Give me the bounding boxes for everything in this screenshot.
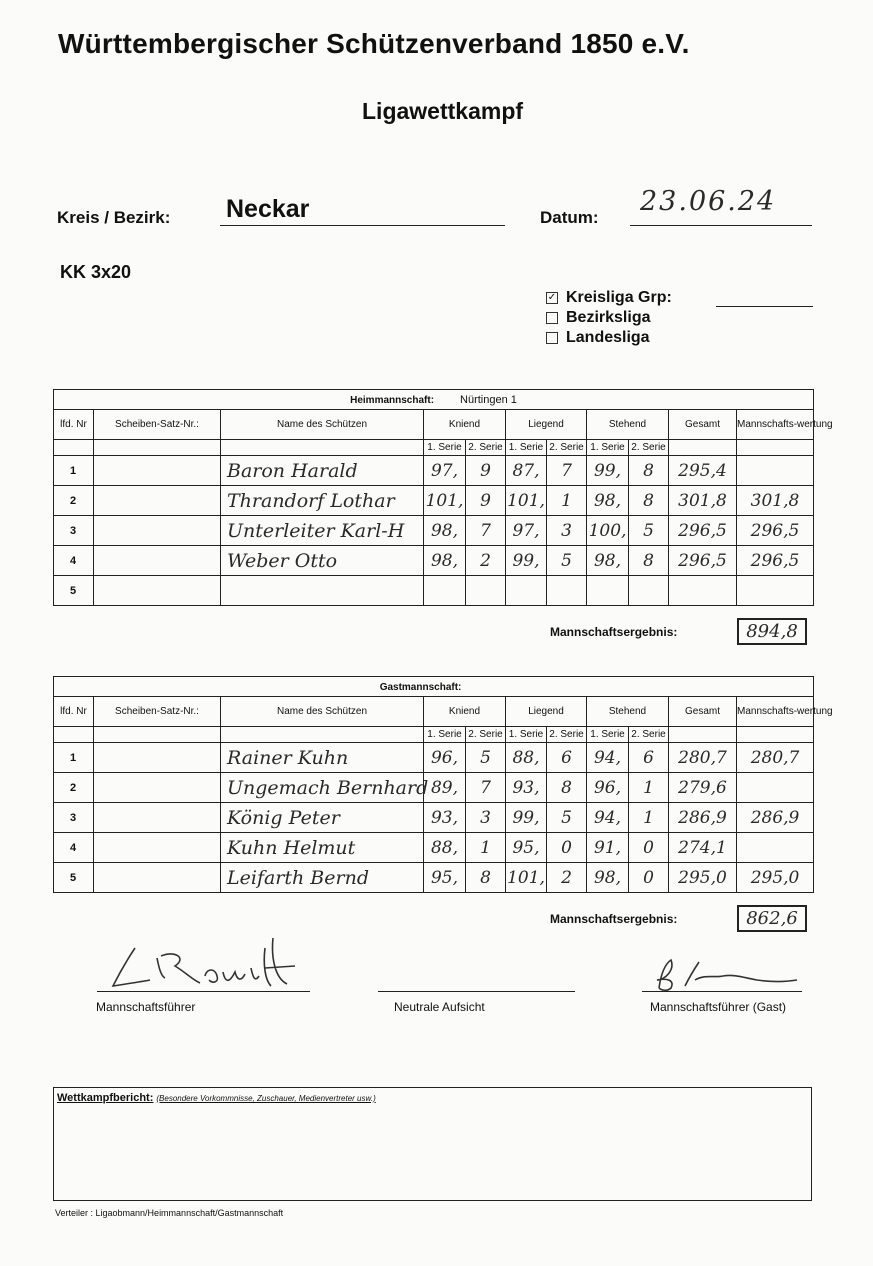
col-nr: lfd. Nr [54,410,94,440]
wertung-cell[interactable]: 301,8 [737,486,814,516]
liegend-serie2[interactable]: 7 [547,456,587,486]
wertung-cell[interactable]: 280,7 [737,743,814,773]
home-captain-line [97,990,310,992]
kniend-serie2[interactable]: 3 [466,803,506,833]
checkbox-checked-icon[interactable]: ✓ [547,292,557,303]
kreisliga-group-line [716,305,813,307]
col-scheiben: Scheiben-Satz-Nr.: [94,410,221,440]
col-gesamt: Gesamt [669,410,737,440]
kniend-serie2[interactable]: 7 [466,516,506,546]
guest-result-label: Mannschaftsergebnis: [550,912,678,926]
guest-table: Gastmannschaft: lfd. Nr Scheiben-Satz-Nr.: Name des Schützen Kniend Liegend Stehend Gesamt Mannschafts-wertung 1. Serie 2. Serie 1. Serie 2. Serie 1. Serie 2. Serie 1 Rainer Kuhn 96, 5 88, 6 94, 6 280,7 280,7 2 Ungemach Bernhard 89, 7 93, 8 96, 1 279,6 3 König Peter 93, 3 99, 5 94, 1 286,9 286,9 4 Kuhn Helmut 88, 1 95, 0 91, 0 274,1 5 Leifarth Bernd 95, 8 101, 2 98, 0 295,0 295,0 [53,676,814,893]
wertung-cell[interactable]: 295,0 [737,863,814,893]
row-number: 1 [54,456,94,486]
gesamt-cell[interactable] [669,576,737,606]
col-kniend: Kniend [424,410,506,440]
row-number: 5 [54,863,94,893]
kniend-serie1[interactable]: 101, [424,486,466,516]
stehend-serie1[interactable]: 98, [587,863,629,893]
stehend-serie1[interactable]: 100, [587,516,629,546]
liegend-serie1[interactable]: 101, [506,863,547,893]
wertung-cell[interactable] [737,773,814,803]
form-subtitle: Ligawettkampf [362,98,524,124]
kniend-serie1[interactable]: 98, [424,516,466,546]
guest-captain-signature [645,950,805,995]
liegend-serie2[interactable]: 1 [547,486,587,516]
datum-underline [630,224,812,226]
gesamt-cell[interactable]: 295,0 [669,863,737,893]
guest-result[interactable]: 862,6 [737,905,807,932]
neutral-line [378,990,575,992]
col-wertung: Mannschafts-wertung [737,410,814,440]
row-number: 4 [54,833,94,863]
stehend-serie2[interactable]: 0 [629,863,669,893]
table-row [54,576,814,606]
row-number: 2 [54,486,94,516]
table-row [54,456,814,486]
kreis-value[interactable]: Neckar [226,195,310,223]
home-team-header: Heimmannschaft: Nürtingen 1 [54,390,814,410]
guest-team-header: Gastmannschaft: [54,677,814,697]
wertung-cell[interactable] [737,456,814,486]
row-number: 2 [54,773,94,803]
liegend-serie1[interactable]: 93, [506,773,547,803]
league-bezirksliga[interactable]: Bezirksliga [546,308,672,328]
stehend-serie2[interactable]: 8 [629,486,669,516]
stehend-serie1[interactable]: 94, [587,803,629,833]
kniend-serie2[interactable]: 9 [466,486,506,516]
shooter-name[interactable] [221,576,424,606]
shooter-name[interactable]: Unterleiter Karl-H [221,516,424,546]
kniend-serie1[interactable]: 97, [424,456,466,486]
kniend-serie1[interactable]: 89, [424,773,466,803]
gesamt-cell[interactable]: 279,6 [669,773,737,803]
liegend-serie2[interactable]: 5 [547,803,587,833]
kniend-serie1[interactable]: 93, [424,803,466,833]
gesamt-cell[interactable]: 286,9 [669,803,737,833]
gesamt-cell[interactable]: 296,5 [669,516,737,546]
liegend-serie2[interactable]: 6 [547,743,587,773]
datum-label: Datum: [540,208,599,227]
kniend-serie2[interactable]: 1 [466,833,506,863]
table-row [54,486,814,516]
form-title: Württembergischer Schützenverband 1850 e.V. [58,28,690,59]
scheiben-cell[interactable] [94,456,221,486]
table-row [54,743,814,773]
col-stehend: Stehend [587,410,669,440]
wertung-cell[interactable]: 286,9 [737,803,814,833]
liegend-serie2[interactable]: 2 [547,863,587,893]
stehend-serie1[interactable]: 99, [587,456,629,486]
row-number: 3 [54,803,94,833]
report-hint: (Besondere Vorkommnisse, Zuschauer, Medienvertreter usw.) [156,1094,376,1103]
scheiben-cell[interactable] [94,833,221,863]
col-liegend: Liegend [506,410,587,440]
stehend-serie1[interactable] [587,576,629,606]
stehend-serie2[interactable]: 0 [629,833,669,863]
neutral-label: Neutrale Aufsicht [394,1000,485,1014]
datum-value[interactable]: 23.06.24 [640,186,777,217]
scheiben-cell[interactable] [94,743,221,773]
league-options [546,288,672,348]
home-table: Heimmannschaft: Nürtingen 1 lfd. Nr Scheiben-Satz-Nr.: Name des Schützen Kniend Liegend Stehend Gesamt Mannschafts-wertung 1. Serie 2. Serie 1. Serie 2. Serie 1. Serie 2. Serie 1 Baron Harald 97, 9 87, 7 99, 8 295,4 2 Thrandorf Lothar 101, 9 101, 1 98, 8 301,8 301,8 3 Unterleiter Karl-H 98, 7 97, 3 100, 5 296,5 296,5 4 Weber Otto 98, 2 99, 5 98, 8 296,5 296,5 5 [53,389,814,606]
gesamt-cell[interactable]: 295,4 [669,456,737,486]
row-number: 5 [54,576,94,606]
wertung-cell[interactable] [737,833,814,863]
shooter-name[interactable]: König Peter [221,803,424,833]
shooter-name[interactable]: Leifarth Bernd [221,863,424,893]
gesamt-cell[interactable]: 280,7 [669,743,737,773]
kniend-serie2[interactable]: 7 [466,773,506,803]
gesamt-cell[interactable]: 274,1 [669,833,737,863]
liegend-serie1[interactable]: 95, [506,833,547,863]
kniend-serie1[interactable] [424,576,466,606]
liegend-serie1[interactable]: 101, [506,486,547,516]
stehend-serie2[interactable]: 8 [629,456,669,486]
stehend-serie1[interactable]: 96, [587,773,629,803]
kniend-serie2[interactable]: 8 [466,863,506,893]
gesamt-cell[interactable]: 296,5 [669,546,737,576]
home-result[interactable]: 894,8 [737,618,807,645]
scheiben-cell[interactable] [94,516,221,546]
scheiben-cell[interactable] [94,576,221,606]
stehend-serie2[interactable]: 8 [629,546,669,576]
checkbox-icon[interactable] [546,332,558,344]
scheiben-cell[interactable] [94,773,221,803]
stehend-serie2[interactable]: 1 [629,803,669,833]
scheiben-cell[interactable] [94,486,221,516]
row-number: 3 [54,516,94,546]
stehend-serie2[interactable]: 1 [629,773,669,803]
liegend-serie1[interactable]: 97, [506,516,547,546]
shooter-name[interactable]: Ungemach Bernhard [221,773,424,803]
kreis-label: Kreis / Bezirk: [57,208,171,227]
home-captain-signature [95,928,315,998]
discipline: KK 3x20 [60,262,132,282]
stehend-serie1[interactable]: 91, [587,833,629,863]
shooter-name[interactable]: Kuhn Helmut [221,833,424,863]
footer-distribution: Verteiler : Ligaobmann/Heimmannschaft/Gastmannschaft [55,1208,284,1218]
scheiben-cell[interactable] [94,803,221,833]
kniend-serie1[interactable]: 98, [424,546,466,576]
stehend-serie1[interactable]: 94, [587,743,629,773]
table-row [54,863,814,893]
kniend-serie1[interactable]: 88, [424,833,466,863]
table-row [54,516,814,546]
kniend-serie2[interactable]: 9 [466,456,506,486]
kniend-serie1[interactable]: 95, [424,863,466,893]
liegend-serie1[interactable]: 99, [506,803,547,833]
kreis-underline [220,224,505,226]
shooter-name[interactable]: Weber Otto [221,546,424,576]
kniend-serie2[interactable]: 2 [466,546,506,576]
report-box[interactable] [53,1087,812,1201]
kniend-serie2[interactable]: 5 [466,743,506,773]
shooter-name[interactable]: Thrandorf Lothar [221,486,424,516]
liegend-serie2[interactable]: 0 [547,833,587,863]
wertung-cell[interactable] [737,576,814,606]
stehend-serie1[interactable]: 98, [587,486,629,516]
report-title: Wettkampfbericht: (Besondere Vorkommnisse, Zuschauer, Medienvertreter usw.) [57,1092,376,1104]
stehend-serie2[interactable]: 5 [629,516,669,546]
liegend-serie1[interactable]: 99, [506,546,547,576]
gesamt-cell[interactable]: 301,8 [669,486,737,516]
liegend-serie1[interactable]: 87, [506,456,547,486]
kniend-serie1[interactable]: 96, [424,743,466,773]
liegend-serie2[interactable]: 3 [547,516,587,546]
liegend-serie2[interactable]: 8 [547,773,587,803]
kniend-serie2[interactable] [466,576,506,606]
liegend-serie1[interactable] [506,576,547,606]
row-number: 4 [54,546,94,576]
scheiben-cell[interactable] [94,546,221,576]
wertung-cell[interactable]: 296,5 [737,516,814,546]
stehend-serie2[interactable] [629,576,669,606]
home-team-name: Nürtingen 1 [460,393,517,406]
table-row [54,803,814,833]
liegend-serie2[interactable] [547,576,587,606]
shooter-name[interactable]: Rainer Kuhn [221,743,424,773]
table-row [54,546,814,576]
row-number: 1 [54,743,94,773]
liegend-serie1[interactable]: 88, [506,743,547,773]
stehend-serie1[interactable]: 98, [587,546,629,576]
col-name: Name des Schützen [221,410,424,440]
liegend-serie2[interactable]: 5 [547,546,587,576]
stehend-serie2[interactable]: 6 [629,743,669,773]
home-result-label: Mannschaftsergebnis: [550,625,678,639]
guest-captain-label: Mannschaftsführer (Gast) [650,1000,787,1014]
table-row [54,833,814,863]
league-landesliga[interactable]: Landesliga [546,328,672,348]
home-captain-label: Mannschaftsführer [96,1000,196,1014]
league-kreisliga[interactable]: ✓ Kreisliga Grp: [547,289,672,306]
checkbox-icon[interactable] [546,312,558,324]
scheiben-cell[interactable] [94,863,221,893]
wertung-cell[interactable]: 296,5 [737,546,814,576]
guest-captain-line [642,990,802,992]
shooter-name[interactable]: Baron Harald [221,456,424,486]
table-row [54,773,814,803]
